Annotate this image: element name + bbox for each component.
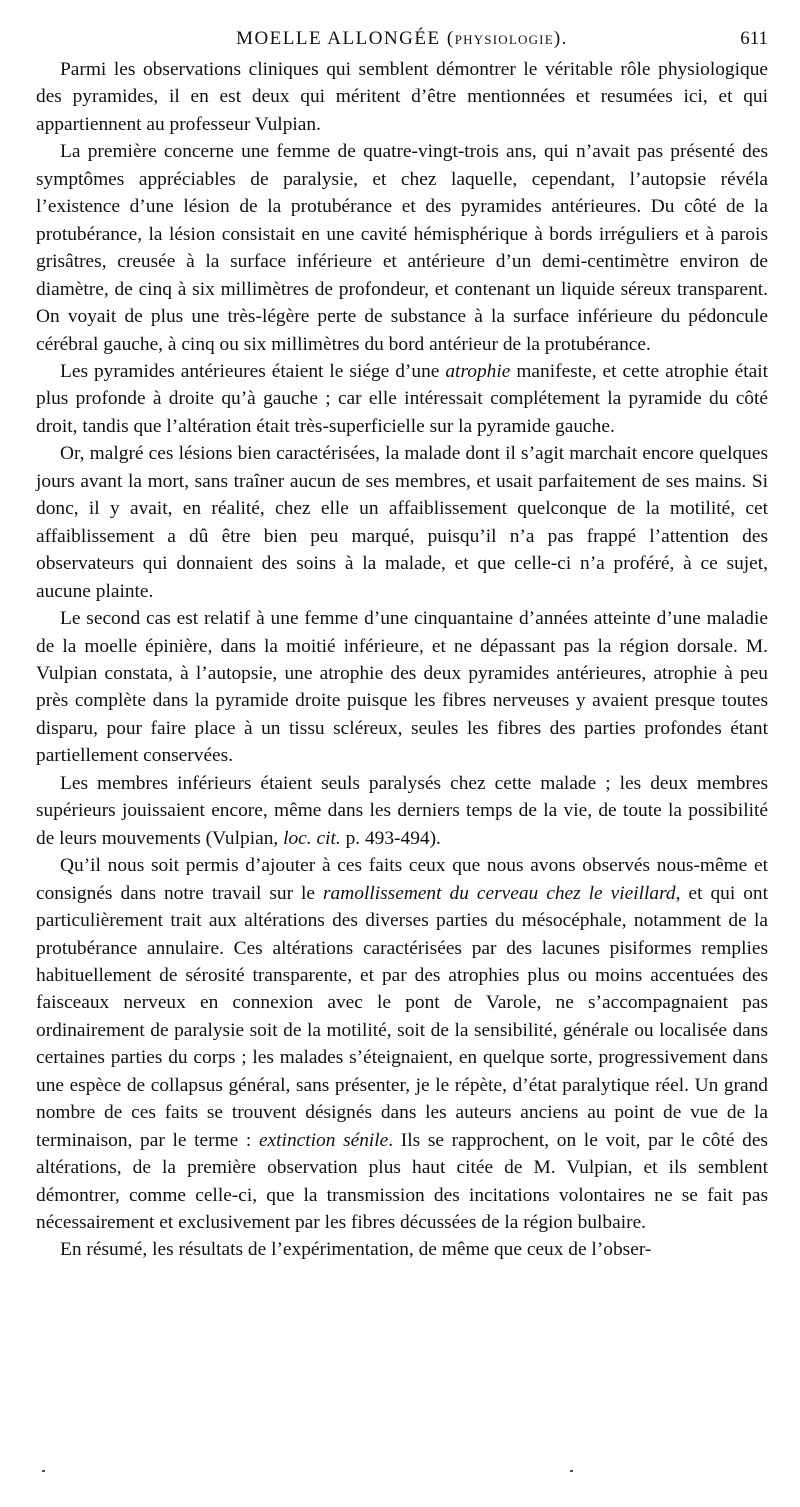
scan-speck: [42, 1470, 45, 1472]
paragraph: [36, 440, 768, 605]
italic-text: atrophie: [445, 360, 511, 382]
paragraph-text: . Ils se rapprochent, on le voit, par le côté des altérations, de la première observation plus haut citée de M. Vulpian, et ils semblent démontrer, comme celle-ci, que la transmission des incitations volontaires ne se fait pas nécessairement et exclusivement par les fibres décussées de la région bulbaire.: [36, 1129, 768, 1234]
scan-speck: [570, 1470, 573, 1472]
italic-text: extinction sénile: [258, 1129, 389, 1151]
paragraph-text: Les pyramides antérieures étaient le siége d’une: [60, 360, 446, 382]
italic-text: loc. cit.: [283, 827, 341, 849]
paragraph-text: Or, malgré ces lésions bien caractérisées, la malade dont il s’agit marchait encore quelques jours avant la mort, sans traîner aucun de ses membres, et usait parfaitement de ses mains. Si donc, il y avait, en réalité, chez elle un affaiblissement quelconque de la motilité, cet affaiblissement a dû être bien peu marqué, puisqu’il n’a pas frappé l’attention des observateurs qui donnaient des soins à la malade, et que celle-ci n’a proféré, à ce sujet, aucune plainte.: [36, 443, 768, 602]
body-text: [36, 56, 768, 1264]
paragraph: [36, 605, 768, 770]
running-title-paren-close: ).: [553, 28, 568, 49]
paragraph-text: p. 493-494).: [340, 827, 441, 849]
book-page: [36, 26, 768, 1264]
italic-text: ramollissement du cerveau chez le vieillard: [323, 882, 676, 904]
running-title-paren-open: (: [440, 28, 455, 49]
page-number: 611: [740, 28, 768, 49]
paragraph-text: Parmi les observations cliniques qui semblent démontrer le véritable rôle physiologique des pyramides, il en est deux qui méritent d’être mentionnées et resumées ici, et qui appartiennent au professeur Vulpian.: [36, 59, 768, 135]
paragraph: [36, 358, 768, 440]
paragraph-text: En résumé, les résultats de l’expérimentation, de même que ceux de l’obser-: [60, 1239, 652, 1261]
paragraph: [36, 1236, 768, 1263]
running-title-section: PHYSIOLOGIE: [454, 32, 554, 47]
running-title: [36, 28, 768, 50]
running-head: [36, 26, 768, 56]
paragraph-text: La première concerne une femme de quatre-vingt-trois ans, qui n’avait pas présenté des symptômes appréciables de paralysie, et chez laquelle, cependant, l’autopsie révéla l’existence d’une lésion de la protubérance et des pyramides antérieures. Du côté de la protubérance, la lésion consistait en une cavité hémisphérique à bords irréguliers et à parois grisâtres, creusée à la surface inférieure et antérieure d’un demi-centimètre environ de diamètre, de cinq à six millimètres de profondeur, et contenant un liquide séreux transparent. On voyait de plus une très-légère perte de substance à la surface inférieure du pédoncule cérébral gauche, à cinq ou six millimètres du bord antérieur de la protubérance.: [36, 141, 768, 355]
paragraph-text: Les membres inférieurs étaient seuls paralysés chez cette malade ; les deux membres supérieurs jouissaient encore, même dans les derniers temps de la vie, de toute la possibilité de leurs mouvements (Vulpian,: [36, 772, 768, 849]
running-title-main: MOELLE ALLONGÉE: [236, 28, 441, 49]
paragraph: [36, 56, 768, 138]
paragraph: [36, 852, 768, 1236]
scan-specks: [0, 1470, 800, 1476]
paragraph: [36, 138, 768, 358]
paragraph-text: manifeste, et cette atrophie était plus profonde à droite qu’à gauche ; car elle intéressait complétement la pyramide du côté droit, tandis que l’altération était très-superficielle sur la pyramide gauche.: [36, 360, 768, 437]
paragraph-text: , et qui ont particulièrement trait aux altérations des diverses parties du mésocéphale, notamment de la protubérance annulaire. Ces altérations caractérisées par des lacunes pisiformes remplies habituellement de sérosité transparente, et par des atrophies plus ou moins accentuées des faisceaux nerveux en connexion avec le pont de Varole, ne s’accompagnaient pas ordinairement de paralysie soit de la motilité, soit de la sensibilité, générale ou localisée dans certaines parties du corps ; les malades s’éteignaient, en quelque sorte, progressivement dans une espèce de collapsus général, sans présenter, je le répète, d’état paralytique réel. Un grand nombre de ces faits se trouvent désignés dans les auteurs anciens au point de vue de la terminaison, par le terme :: [36, 882, 768, 1151]
paragraph-text: Qu’il nous soit permis d’ajouter à ces faits ceux que nous avons observés nous-même et consignés dans notre travail sur le: [36, 855, 768, 904]
paragraph: [36, 770, 768, 852]
paragraph-text: Le second cas est relatif à une femme d’une cinquantaine d’années atteinte d’une maladie de la moelle épinière, dans la moitié inférieure, et ne dépassant pas la région dorsale. M. Vulpian constata, à l’autopsie, une atrophie des deux pyramides antérieures, atrophie à peu près complète dans la pyramide droite puisque les fibres nerveuses y avaient presque toutes disparu, pour faire place à un tissu scléreux, seules les fibres des parties profondes étant partiellement conservées.: [36, 608, 768, 767]
